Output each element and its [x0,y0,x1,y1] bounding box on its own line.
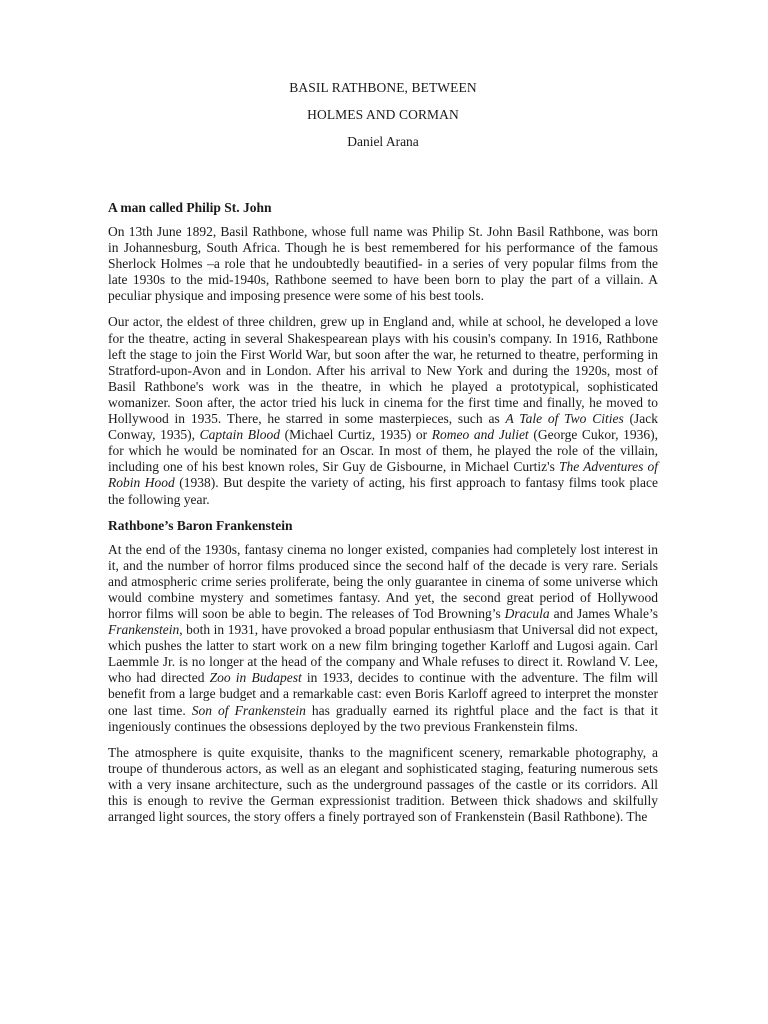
document-title-line-1: BASIL RATHBONE, BETWEEN [289,80,477,95]
film-title-captain-blood: Captain Blood [199,427,281,443]
document-author: Daniel Arana [347,134,419,149]
film-title-son-of-frankenstein: Son of Frankenstein [191,702,306,718]
film-title-dracula: Dracula [504,605,550,621]
section-heading-baron-frankenstein: Rathbone’s Baron Frankenstein [108,517,293,533]
film-title-robin-hood: The Adventures of Robin Hood [108,459,658,491]
paragraph-1: On 13th June 1892, Basil Rathbone, whose full name was Philip St. John Basil Rathbone, was born in Johannesburg, South Africa. Though he is best remembered for his performance of the famous Sherlock Holmes –a role that he undoubtedly beautified- in a series of very popular films from the late 1930s to the mid-1940s, Rathbone seemed to have been born to play the part of a villain. A peculiar physique and imposing presence were some of his best tools. [108,224,658,304]
document-page [108,80,658,835]
paragraph-2-text-b: (Jack Conway, 1935), [108,411,658,443]
paragraph-2-text-d: (George Cukor, 1936), for which he would be nominated for an Oscar. In most of them, he played the role of the villain, including one of his best known roles, Sir Guy de Gisbourne, in Michael Curtiz's [108,427,659,475]
paragraph-2-text-e: (1938). But despite the variety of acting, his first approach to fantasy films took place the following year. [108,475,658,507]
film-title-romeo-and-juliet: Romeo and Juliet [431,427,529,443]
paragraph-4: The atmosphere is quite exquisite, thanks to the magnificent scenery, remarkable photography, a troupe of thunderous actors, as well as an elegant and sophisticated staging, featuring numerous sets with a very insane architecture, such as the underground passages of the castle or its corridors. All this is enough to revive the German expressionist tradition. Between thick shadows and skilfully arranged light sources, the story offers a finely portrayed son of Frankenstein (Basil Rathbone). The [108,744,658,825]
paragraph-2-text-c: (Michael Curtiz, 1935) or [280,427,432,443]
paragraph-3-text-e: has gradually earned its rightful place and the fact is that it ingeniously continues the obsessions deployed by the two previous Frankenstein films. [108,702,659,734]
paragraph-2-text-a: Our actor, the eldest of three children, grew up in England and, while at school, he developed a love for the theatre, acting in several Shakespearean plays with his cousin's company. In 1916, Rathbone left the stage to join the First World War, but soon after the war, he returned to theatre, performing in Stratford-upon-Avon and in London. After his arrival to New York and during the 1920s, most of Basil Rathbone's work was in the theatre, in which he played a prototypical, sophisticated womanizer. Soon after, the actor tried his luck in cinema for the first time and finally, he moved to Hollywood in 1935. There, he starred in some masterpieces, such as [108,314,658,427]
document-title-line-2: HOLMES AND CORMAN [307,107,459,122]
section-heading-philip-st-john: A man called Philip St. John [108,200,272,215]
paragraph-3-text-a: At the end of the 1930s, fantasy cinema no longer existed, companies had completely lost interest in it, and the number of horror films produced since the second half of the decade is very rare. Serials and atmospheric crime series proliferate, being the only guarantee in cinema of some universe which would combine mystery and sometimes fantasy. And yet, the second great period of Hollywood horror films will soon be able to begin. The releases of Tod Browning’s [108,541,658,621]
paragraph-3-text-b: and James Whale’s [549,605,658,621]
film-title-frankenstein: Frankenstein [108,622,180,638]
paragraph-2 [108,314,658,507]
paragraph-3-text-c: , both in 1931, have provoked a broad popular enthusiasm that Universal did not expect, which pushes the latter to start work on a new film bringing together Karloff and Lugosi again. Carl Laemmle Jr. is no longer at the head of the company and Whale refuses to direct it. Rowland V. Lee, who had directed [108,622,658,686]
film-title-tale-of-two-cities: A Tale of Two Cities [505,411,624,427]
paragraph-3-text-d: in 1933, decides to continue with the adventure. The film will benefit from a large budget and a remarkable cast: even Boris Karloff agreed to interpret the monster one last time. [108,670,658,718]
paragraph-3 [108,542,658,735]
film-title-zoo-in-budapest: Zoo in Budapest [209,670,302,686]
